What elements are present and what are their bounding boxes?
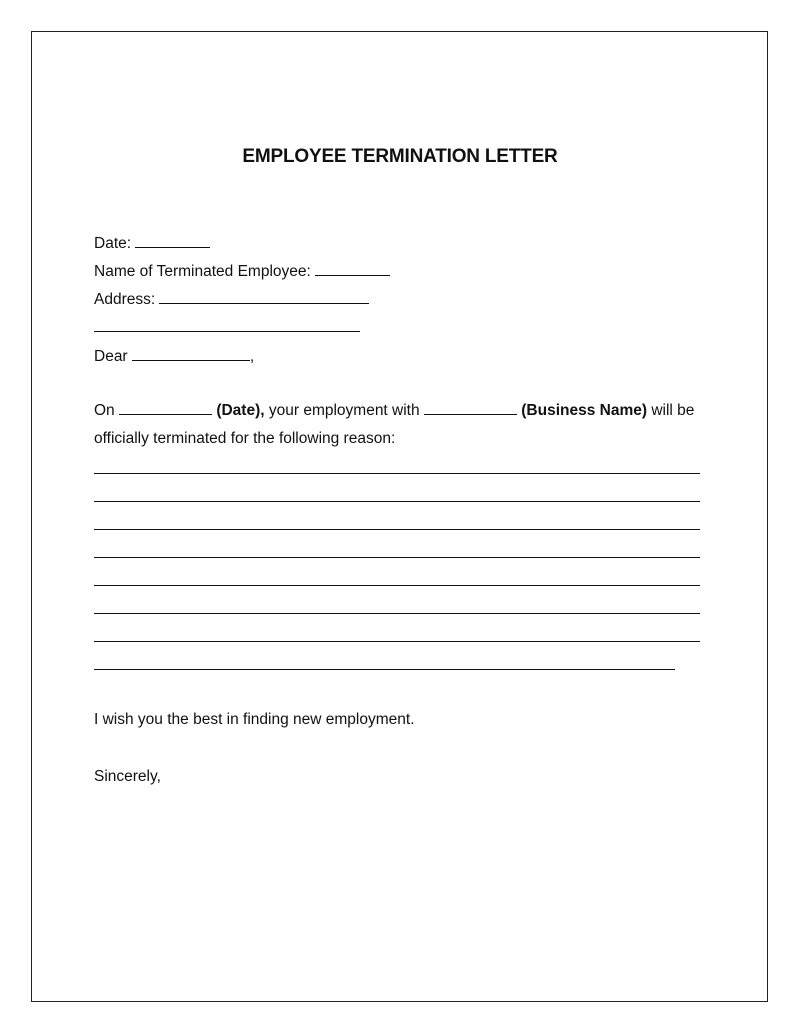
business-name-blank[interactable]	[424, 399, 517, 415]
date-label: Date:	[94, 235, 136, 252]
date-blank[interactable]	[135, 232, 210, 248]
body-employment-text: your employment with	[268, 402, 420, 419]
closing-wish: I wish you the best in finding new employment.	[94, 711, 415, 728]
address-blank[interactable]	[159, 288, 369, 304]
address-blank-2[interactable]	[94, 331, 360, 332]
reason-line[interactable]	[94, 473, 700, 474]
reason-line[interactable]	[94, 669, 675, 670]
employee-line	[94, 260, 390, 281]
termination-date-blank[interactable]	[119, 399, 212, 415]
date-line	[94, 232, 210, 253]
page-border	[31, 31, 768, 1002]
body-on: On	[94, 402, 115, 419]
body-second-line: officially terminated for the following reason:	[94, 430, 396, 447]
reason-line[interactable]	[94, 529, 700, 530]
business-hint: (Business Name)	[521, 402, 648, 419]
sign-off: Sincerely,	[94, 768, 161, 785]
reason-line[interactable]	[94, 557, 700, 558]
employee-name-blank[interactable]	[315, 260, 390, 276]
recipient-blank[interactable]	[132, 345, 250, 361]
reason-line[interactable]	[94, 641, 700, 642]
body-will-be: will be	[651, 402, 695, 419]
address-line	[94, 288, 369, 309]
address-label: Address:	[94, 291, 160, 308]
date-hint: (Date),	[216, 402, 265, 419]
dear-comma: ,	[249, 348, 255, 365]
dear-label: Dear	[94, 348, 132, 365]
letter-title: EMPLOYEE TERMINATION LETTER	[242, 146, 558, 167]
reason-line[interactable]	[94, 585, 700, 586]
employee-label: Name of Terminated Employee:	[94, 263, 316, 280]
salutation-line	[94, 345, 254, 366]
reason-line[interactable]	[94, 501, 700, 502]
body-paragraph	[94, 397, 706, 453]
reason-line[interactable]	[94, 613, 700, 614]
